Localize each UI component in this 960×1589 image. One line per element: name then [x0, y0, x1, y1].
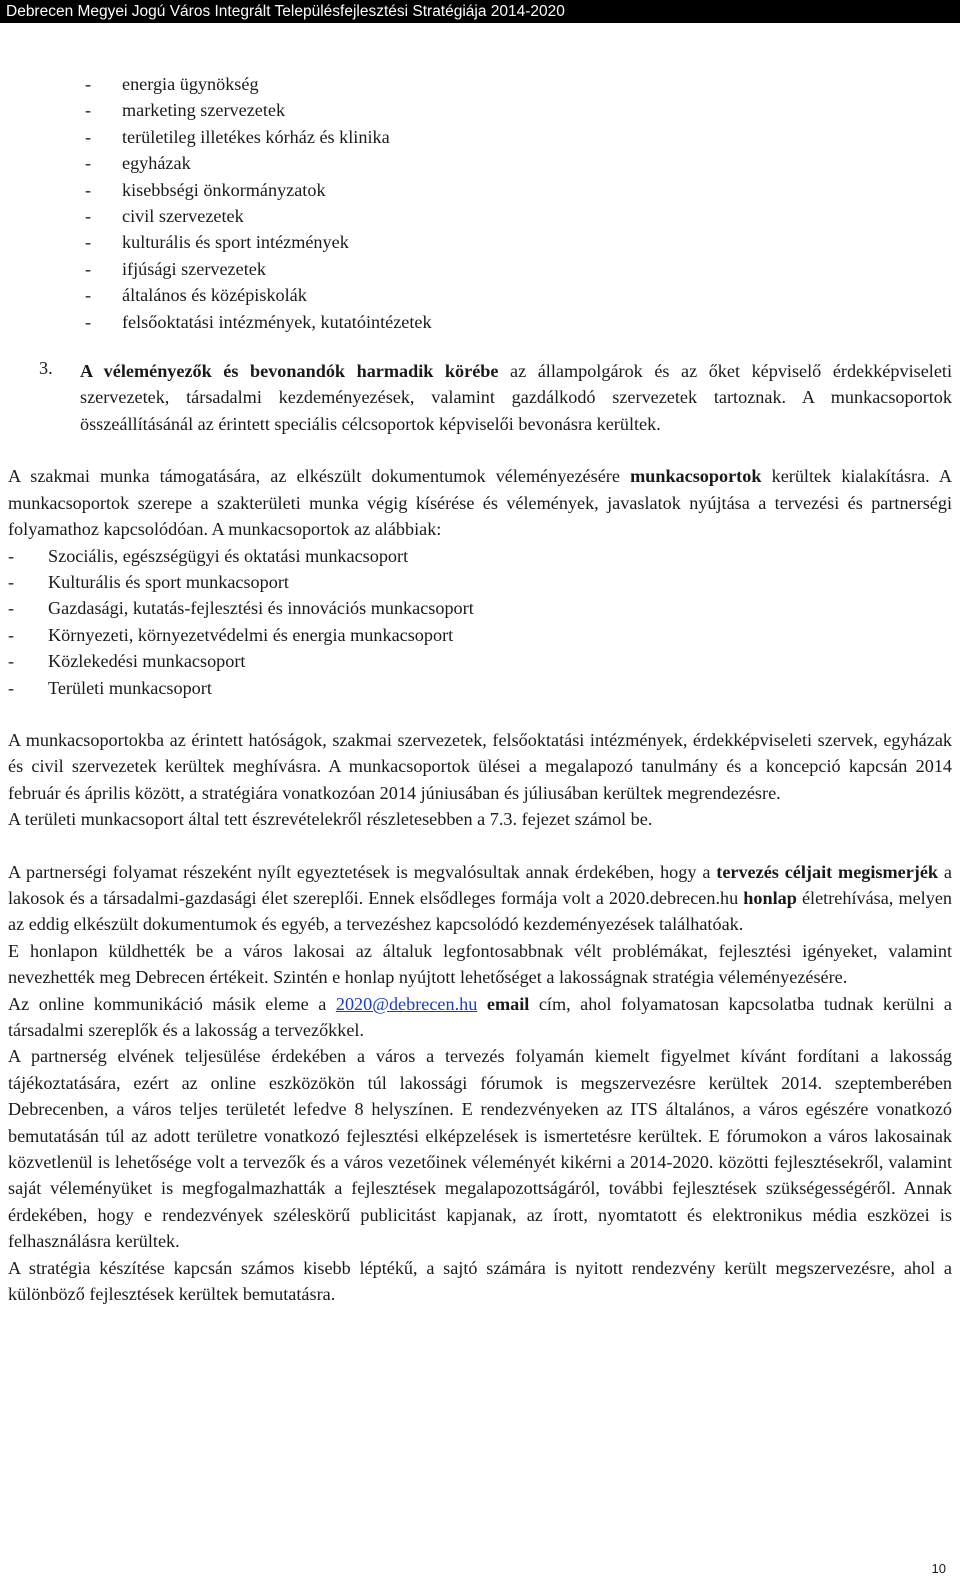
page-content [8, 71, 952, 1307]
list-item: - kulturális és sport intézmények [8, 229, 952, 255]
list-item: - civil szervezetek [8, 203, 952, 229]
document-header [0, 0, 960, 23]
list-dash: - [8, 677, 15, 698]
email-link[interactable]: 2020@debrecen.hu [335, 993, 478, 1014]
list-dash: - [85, 232, 92, 253]
paragraph-email: Az online kommunikáció másik eleme a 2020@debrecen.hu email cím, ahol folyamatosan kapcsolatba tudnak kerülni a társadalmi szereplők és a lakosság a tervezőkkel. [8, 993, 953, 1040]
list-dash: - [85, 285, 92, 306]
list-item: - Kulturális és sport munkacsoport [8, 569, 952, 595]
paragraph-territorial-group: A területi munkacsoport által tett észrevételekről részletesebben a 7.3. fejezet számol be. [8, 809, 653, 830]
list-dash: - [85, 206, 92, 227]
list-dash: - [8, 571, 15, 592]
list-item: - általános és középiskolák [8, 282, 952, 308]
list-dash: - [8, 545, 15, 566]
list-item: - energia ügynökség [8, 71, 952, 97]
paragraph-website: E honlapon küldhették be a város lakosai az általuk legfontosabbnak vélt problémákat, fejlesztési igényeket, valamint nevezhették meg Debrecen értékeit. Szintén e honlap nyújtott lehetőséget a lakosságnak stratégia véleményezésére. [8, 940, 952, 988]
list-item: - Környezeti, környezetvédelmi és energia munkacsoport [8, 622, 952, 648]
list-item: - Gazdasági, kutatás-fejlesztési és innovációs munkacsoport [8, 595, 952, 621]
list-item: - felsőoktatási intézmények, kutatóintézetek [8, 309, 952, 335]
numbered-item-3 [8, 358, 952, 437]
consultee-list [8, 71, 952, 335]
list-dash: - [85, 74, 92, 94]
list-dash: - [85, 126, 92, 147]
list-dash: - [85, 258, 92, 279]
paragraph-press-events: A stratégia készítése kapcsán számos kisebb léptékű, a sajtó számára is nyitott rendezvény került megszervezésre, ahol a különböző fejlesztések kerültek bemutatásra. [8, 1257, 952, 1305]
list-item: - ifjúsági szervezetek [8, 256, 952, 282]
working-group-list [8, 543, 952, 701]
paragraph-working-groups: A szakmai munka támogatására, az elkészült dokumentumok véleményezésére munkacsoportok kerültek kialakításra. A munkacsoportok szerepe a szakterületi munka végig kísérése és vélemények, javaslatok nyújtása a tervezési és partnerségi folyamathoz kapcsolódóan. A munkacsoportok az alábbiak: [8, 466, 952, 540]
list-dash: - [85, 153, 92, 174]
list-item: - egyházak [8, 150, 952, 176]
item-text: A véleményezők és bevonandók harmadik körébe az állampolgárok és az őket képviselő érdekképviseleti szervezetek, társadalmi kezdeményezések, valamint gazdálkodó szervezetek tartoznak. A munkacsoportok összeállításánál az érintett speciális célcsoportok képviselői bevonásra kerültek. [80, 361, 953, 434]
list-item: - területileg illetékes kórház és klinika [8, 124, 952, 150]
list-dash: - [8, 624, 15, 645]
list-dash: - [8, 598, 15, 619]
list-item: - kisebbségi önkormányzatok [8, 177, 952, 203]
page-number: 10 [931, 1561, 946, 1576]
list-item: - marketing szervezetek [8, 97, 952, 123]
paragraph-invitations: A munkacsoportokba az érintett hatóságok, szakmai szervezetek, felsőoktatási intézmények, érdekképviseleti szervek, egyházak és civil szervezetek kerültek meghívásra. A munkacsoportok ülései a megalapozó tanulmány és a koncepció kapcsán 2014 február és április között, a stratégiára vonatkozóan 2014 júniusában és júliusában kerültek megrendezésre. [8, 729, 952, 803]
list-dash: - [85, 100, 92, 121]
list-dash: - [85, 311, 92, 332]
header-title: Debrecen Megyei Jogú Város Integrált Településfejlesztési Stratégiája 2014-2020 [6, 3, 565, 20]
item-number: 3. [39, 358, 53, 379]
list-item: - Közlekedési munkacsoport [8, 648, 952, 674]
paragraph-open-consultation: A partnerségi folyamat részeként nyílt egyeztetések is megvalósultak annak érdekében, hogy a tervezés céljait megismerjék a lakosok és a társadalmi-gazdasági élet szereplői. Ennek elsődleges formája volt a 2020.debrecen.hu honlap életrehívása, melyen az eddig elkészült dokumentumok és egyéb, a tervezéshez kapcsolódó kezdeményezések találhatóak. [8, 861, 952, 935]
list-item: - Szociális, egészségügyi és oktatási munkacsoport [8, 543, 952, 569]
paragraph-forums: A partnerség elvének teljesülése érdekében a város a tervezés folyamán kiemelt figyelmet kívánt fordítani a lakosság tájékoztatására, ezért az online eszközökön túl lakossági fórumok is megszervezésre kerültek 2014. szeptemberében Debrecenben, a város teljes területét lefedve 8 helyszínen. E rendezvényeken az ITS általános, a város egészére vonatkozó bemutatásán túl az adott területre vonatkozó fejlesztési elképzelések is ismertetésre kerültek. E fórumokon a város lakosainak közvetlenül is lehetősége volt a tervezők és a város vezetőinek véleményét kikérni a 2014-2020. közötti fejlesztésekről, valamint saját véleményüket is megfogalmazhatták a fejlesztések megalapozottságáról, további fejlesztések szükségességéről. Annak érdekében, hogy e rendezvények széleskörű publicitást kapjanak, az írott, nyomtatott és elektronikus média eszközei is felhasználásra kerültek. [8, 1046, 952, 1252]
list-item: - Területi munkacsoport [8, 675, 952, 701]
list-dash: - [8, 651, 15, 672]
list-dash: - [85, 179, 92, 200]
